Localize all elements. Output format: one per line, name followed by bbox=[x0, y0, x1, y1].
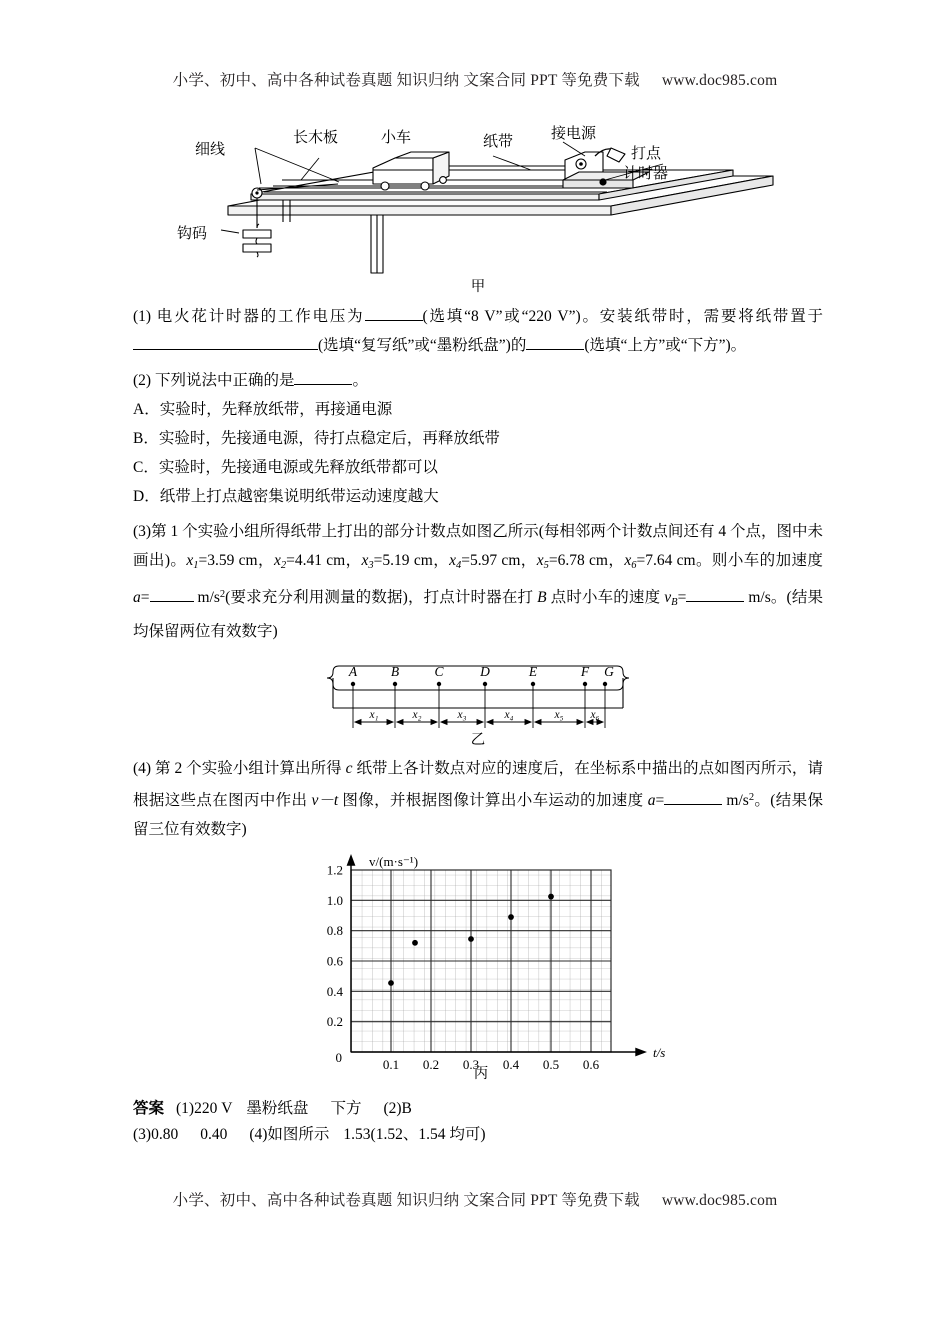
label-tape: 纸带 bbox=[483, 133, 514, 150]
label-hook-weights: 钩码 bbox=[177, 225, 208, 242]
promo-header-url: www.doc985.com bbox=[661, 72, 778, 89]
q2-option-b[interactable]: B．实验时，先接通电源，待打点稳定后，再释放纸带 bbox=[133, 430, 500, 447]
q3-m4-sym: x bbox=[536, 552, 544, 569]
chart-point-2 bbox=[468, 936, 474, 942]
answer-section bbox=[133, 1096, 823, 1148]
question-4: (4) 第 2 个实验小组计算出所得 c 纸带上各计数点对应的速度后，在坐标系中描出的点如图丙所示，请根据这些点在图丙中作出 v－t 图像，并根据图像计算出小车运动的加速度 $a= m/s^2$。(结果保留三位有效数字) bbox=[133, 760, 823, 838]
q1-mid2: (选填“复写纸”或“墨粉纸盘”)的 bbox=[318, 337, 527, 354]
q4-mid: 纸带上各计数点对应的速度后，在坐标系中描出的点如图丙所示，请根据这些点在图丙中作出 bbox=[133, 760, 823, 809]
q1-suffix: (选填“上方”或“下方”)。 bbox=[584, 337, 747, 354]
answer-item-7: (4)如图所示 bbox=[249, 1126, 330, 1143]
q3-m1-sym: x bbox=[273, 552, 281, 569]
answer-line-2 bbox=[133, 1122, 823, 1148]
label-timer-1: 打点 bbox=[631, 145, 662, 162]
tape-point-A: A bbox=[348, 664, 358, 679]
chart-x-tick-0.5: 0.5 bbox=[542, 1057, 560, 1072]
q3-vb-sym: v bbox=[664, 589, 672, 606]
q3-part2-mid: m/s bbox=[193, 589, 220, 606]
q3-m0-idx: 1 bbox=[193, 560, 199, 571]
promo-header-text: 小学、初中、高中各种试卷真题 知识归纳 文案合同 PPT 等免费下载 bbox=[172, 72, 640, 89]
q3-m3-val: 5.97 cm bbox=[470, 552, 521, 569]
chart-x-axis-label: t/s bbox=[653, 1045, 666, 1060]
label-timer-2: 计时器 bbox=[623, 165, 669, 182]
q3-m5-idx: 6 bbox=[631, 560, 637, 571]
answer-item-4: (2)B bbox=[383, 1100, 412, 1117]
chart-y-tick-0.4: 0.4 bbox=[326, 983, 343, 999]
chart-x-tick-0.4: 0.4 bbox=[502, 1057, 520, 1072]
promo-footer-url: www.doc985.com bbox=[661, 1192, 778, 1209]
q3-m4-idx: 5 bbox=[543, 560, 549, 571]
q1-blank-1[interactable] bbox=[365, 306, 423, 321]
figure-yi-tape bbox=[133, 656, 823, 748]
q4-unit-exp: 2 bbox=[748, 792, 755, 803]
chart-x-tick-0.2: 0.2 bbox=[422, 1057, 440, 1072]
tape-interval-x3: x₃ bbox=[457, 709, 467, 721]
q3-accel-sym: a bbox=[133, 589, 141, 606]
q3-part1: (3)第 1 个实验小组所得纸带上打出的部分计数点如图乙所示(每相邻两个计数点间还有 4 个点，图中未画出)。 bbox=[133, 523, 823, 569]
chart-x-tick-0.1: 0.1 bbox=[382, 1057, 400, 1072]
tape-interval-x5: x₅ bbox=[554, 709, 564, 721]
q4-end2: 。(结果保留三位有效数字) bbox=[133, 792, 823, 838]
q3-vb-idx: B bbox=[671, 597, 678, 608]
q2-option-d[interactable]: D．纸带上打点越密集说明纸带运动速度越大 bbox=[133, 488, 439, 505]
answer-item-8: 1.53(1.52、1.54 均可) bbox=[343, 1126, 486, 1143]
q4-pre: (4) 第 2 个实验小组计算出所得 bbox=[133, 760, 346, 777]
figure-jia-apparatus bbox=[133, 120, 823, 275]
chart-y-tick-1.2: 1.2 bbox=[326, 862, 343, 878]
label-connect-power: 接电源 bbox=[551, 125, 597, 142]
q3-m1-val: 4.41 cm bbox=[294, 552, 346, 569]
chart-x-tick-0.6: 0.6 bbox=[582, 1057, 600, 1072]
answer-label: 答案 bbox=[133, 1100, 165, 1117]
chart-origin-label: 0 bbox=[335, 1050, 342, 1065]
promo-header bbox=[0, 68, 950, 90]
label-thin-string: 细线 bbox=[195, 141, 226, 158]
tape-point-B: B bbox=[390, 664, 400, 679]
chart-y-tick-0.8: 0.8 bbox=[326, 923, 343, 939]
q3-part2-post: 点时小车的速度 bbox=[546, 589, 665, 606]
q4-a-sym: a bbox=[647, 792, 656, 809]
q4-vt-sym: v－t bbox=[311, 792, 339, 809]
q2-option-a[interactable]: A．实验时，先释放纸带，再接通电源 bbox=[133, 401, 393, 418]
tape-point-G: G bbox=[604, 664, 614, 679]
label-long-board: 长木板 bbox=[293, 129, 339, 146]
q4-end: m/s bbox=[722, 792, 749, 809]
q3-m3-sym: x bbox=[449, 552, 457, 569]
q3-m3-idx: 4 bbox=[456, 560, 462, 571]
q3-blank-a[interactable] bbox=[150, 587, 194, 602]
answer-item-2: 墨粉纸盘 bbox=[246, 1100, 309, 1117]
q3-m1-idx: 2 bbox=[280, 560, 287, 571]
q4-mid2: 图像，并根据图像计算出小车运动的加速度 bbox=[338, 792, 648, 809]
tape-interval-x1: x₁ bbox=[369, 709, 379, 721]
vt-scatter-chart bbox=[133, 854, 823, 1082]
q2-stem-end: 。 bbox=[352, 372, 368, 389]
question-2 bbox=[133, 366, 823, 511]
q3-m0-sym: x bbox=[186, 552, 194, 569]
answer-item-1: (1)220 V bbox=[176, 1100, 233, 1117]
tape-interval-x2: x₂ bbox=[412, 709, 422, 721]
question-3: (3)第 1 个实验小组所得纸带上打出的部分计数点如图乙所示(每相邻两个计数点间还有 4 个点，图中未画出)。$x_1=3.59$ cm，$x_2=4.41$ cm，$x_3=5.19$ cm，$x_4=5.97$ cm，$x_5=6.78$ cm，$x_6=7.64$ cm。则小车的加速度 $a= m/s^2$(要求充分利用测量的数据)，打点计时器在打 B 点时小车的速度 $v_B= m/s$。(结果均保留两位有效数字) bbox=[133, 523, 823, 640]
answer-line-1 bbox=[133, 1096, 823, 1122]
chart-point-0 bbox=[388, 980, 394, 986]
q1-blank-3[interactable] bbox=[526, 335, 584, 350]
tape-point-E: E bbox=[528, 664, 538, 679]
tape-point-D: D bbox=[480, 664, 490, 679]
q3-m2-idx: 3 bbox=[368, 560, 374, 571]
tape-interval-x4: x₄ bbox=[504, 709, 514, 721]
chart-y-tick-0.6: 0.6 bbox=[326, 953, 343, 969]
q3-part2-unit: m/s。(结果均保留两位有效数字) bbox=[133, 589, 823, 640]
tape-diagram bbox=[133, 656, 823, 748]
promo-footer bbox=[0, 1188, 950, 1210]
chart-point-1 bbox=[412, 940, 418, 946]
q3-part2-paren: (要求充分利用测量的数据)，打点计时器在打 bbox=[225, 589, 538, 606]
q4-blank-a[interactable] bbox=[664, 790, 722, 805]
promo-footer-text: 小学、初中、高中各种试卷真题 知识归纳 文案合同 PPT 等免费下载 bbox=[172, 1192, 640, 1209]
q3-m4-val: 6.78 cm bbox=[557, 552, 608, 569]
q1-prefix: (1) 电火花计时器的工作电压为 bbox=[133, 308, 365, 325]
q3-m0-val: 3.59 cm bbox=[207, 552, 258, 569]
chart-x-tick-0.3: 0.3 bbox=[462, 1057, 480, 1072]
answer-item-3: 下方 bbox=[330, 1100, 362, 1117]
chart-point-3 bbox=[508, 914, 514, 920]
apparatus-diagram bbox=[133, 120, 823, 275]
q3-point-b: B bbox=[537, 589, 547, 606]
q2-blank[interactable] bbox=[294, 370, 352, 385]
figure-bing-graph bbox=[133, 854, 823, 1082]
q1-mid1: (选填“8 V”或“220 V”)。安装纸带时，需要将纸带置于 bbox=[422, 308, 824, 325]
figure-bing-caption: 丙 bbox=[473, 1066, 489, 1082]
chart-y-tick-0.2: 0.2 bbox=[326, 1014, 343, 1030]
question-1 bbox=[133, 302, 823, 360]
tape-interval-x6: x₆ bbox=[590, 709, 600, 721]
q1-blank-2[interactable] bbox=[133, 335, 318, 350]
q3-blank-vb[interactable] bbox=[686, 587, 744, 602]
q4-tape-sym: c bbox=[345, 760, 353, 777]
chart-y-tick-1.0: 1.0 bbox=[326, 892, 343, 908]
figure-yi-caption: 乙 bbox=[470, 732, 486, 748]
q3-part2-pre: 则小车的加速度 bbox=[711, 552, 823, 569]
q2-stem: (2) 下列说法中正确的是 bbox=[133, 372, 295, 389]
chart-y-axis-label: v/(m·s⁻¹) bbox=[369, 854, 419, 869]
label-cart: 小车 bbox=[381, 129, 412, 146]
q3-m2-val: 5.19 cm bbox=[382, 552, 433, 569]
figure-jia-caption: 甲 bbox=[470, 279, 486, 295]
q3-m5-sym: x bbox=[624, 552, 632, 569]
answer-item-5: (3)0.80 bbox=[133, 1126, 179, 1143]
q2-option-c[interactable]: C．实验时，先接通电源或先释放纸带都可以 bbox=[133, 459, 438, 476]
q3-m2-sym: x bbox=[361, 552, 369, 569]
chart-point-4 bbox=[548, 894, 554, 900]
answer-item-6: 0.40 bbox=[200, 1126, 228, 1143]
q3-unit-exp: 2 bbox=[219, 589, 226, 600]
document-content bbox=[133, 120, 823, 1148]
q3-m5-val: 7.64 cm bbox=[645, 552, 696, 569]
tape-point-F: F bbox=[580, 664, 590, 679]
tape-point-C: C bbox=[434, 664, 444, 679]
